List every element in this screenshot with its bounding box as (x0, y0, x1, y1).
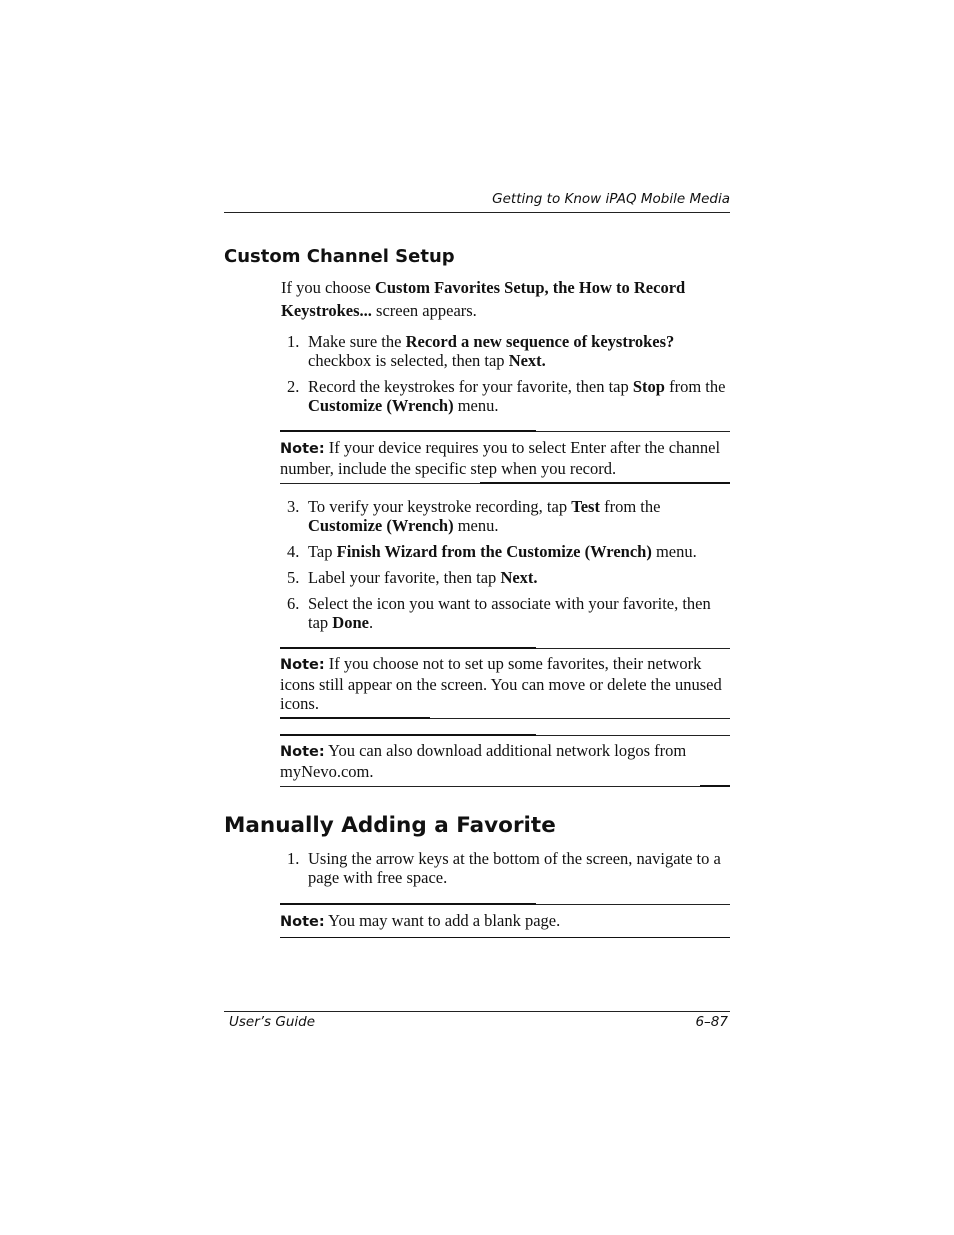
note-label: Note: (280, 744, 325, 760)
note-rule-bottom (280, 786, 730, 787)
note-rule-top (280, 735, 730, 736)
section2-step-1 (287, 850, 732, 887)
note-text: If you choose not to set up some favorites, their network icons still appear on the screen. You can move or delete the unused icons. (280, 654, 722, 713)
note-1 (280, 438, 732, 478)
footer-left: User’s Guide (229, 1014, 316, 1030)
step-text: Make sure the Record a new sequence of keystrokes? checkbox is selected, then tap Next. (308, 332, 675, 370)
step-text: Using the arrow keys at the bottom of the screen, navigate to a page with free space. (308, 849, 721, 887)
intro-paragraph (281, 276, 721, 322)
intro-text-end: screen appears. (371, 301, 477, 320)
note-3 (280, 741, 732, 781)
step-text: Select the icon you want to associate with your favorite, then tap Done. (308, 594, 711, 632)
step-4 (287, 543, 732, 562)
running-head: Getting to Know iPAQ Mobile Media (492, 191, 730, 207)
note-4 (280, 911, 732, 932)
step-text: Tap Finish Wizard from the Customize (Wrench) menu. (308, 542, 697, 561)
note-rule-bottom (280, 718, 730, 719)
step-3 (287, 498, 732, 535)
step-number: 5. (287, 568, 300, 587)
intro-bold: Custom Favorites Setup, the How to Record Keystrokes... (281, 278, 686, 320)
note-text: You may want to add a blank page. (324, 911, 561, 930)
page-number: 6–87 (695, 1014, 728, 1030)
intro-text: If you choose (281, 278, 375, 297)
step-2 (287, 378, 732, 415)
note-2 (280, 654, 732, 713)
step-5 (287, 569, 732, 588)
step-text: Record the keystrokes for your favorite, then tap Stop from the Customize (Wrench) menu. (308, 377, 726, 415)
step-number: 6. (287, 594, 300, 613)
footer-rule (224, 1011, 730, 1012)
note-text: If your device requires you to select Enter after the channel number, include the specific step when you record. (280, 438, 721, 478)
note-rule-bottom (280, 937, 730, 938)
step-text: Label your favorite, then tap Next. (308, 568, 538, 587)
header-rule (224, 212, 730, 213)
step-number: 3. (287, 497, 300, 516)
note-rule-top (280, 648, 730, 649)
step-6 (287, 595, 732, 632)
step-number: 1. (287, 332, 300, 351)
note-label: Note: (280, 657, 325, 673)
step-number: 1. (287, 849, 300, 868)
note-text: You can also download additional network logos from myNevo.com. (280, 741, 687, 781)
note-rule-top (280, 431, 730, 432)
step-1 (287, 333, 732, 370)
subsection-title: Custom Channel Setup (224, 246, 455, 267)
step-number: 4. (287, 542, 300, 561)
section-title: Manually Adding a Favorite (224, 813, 556, 838)
step-text: To verify your keystroke recording, tap Test from the Customize (Wrench) menu. (308, 497, 661, 535)
note-rule-top (280, 904, 730, 905)
step-number: 2. (287, 377, 300, 396)
note-label: Note: (280, 441, 325, 457)
note-rule-bottom (280, 483, 730, 484)
note-label: Note: (280, 914, 325, 930)
